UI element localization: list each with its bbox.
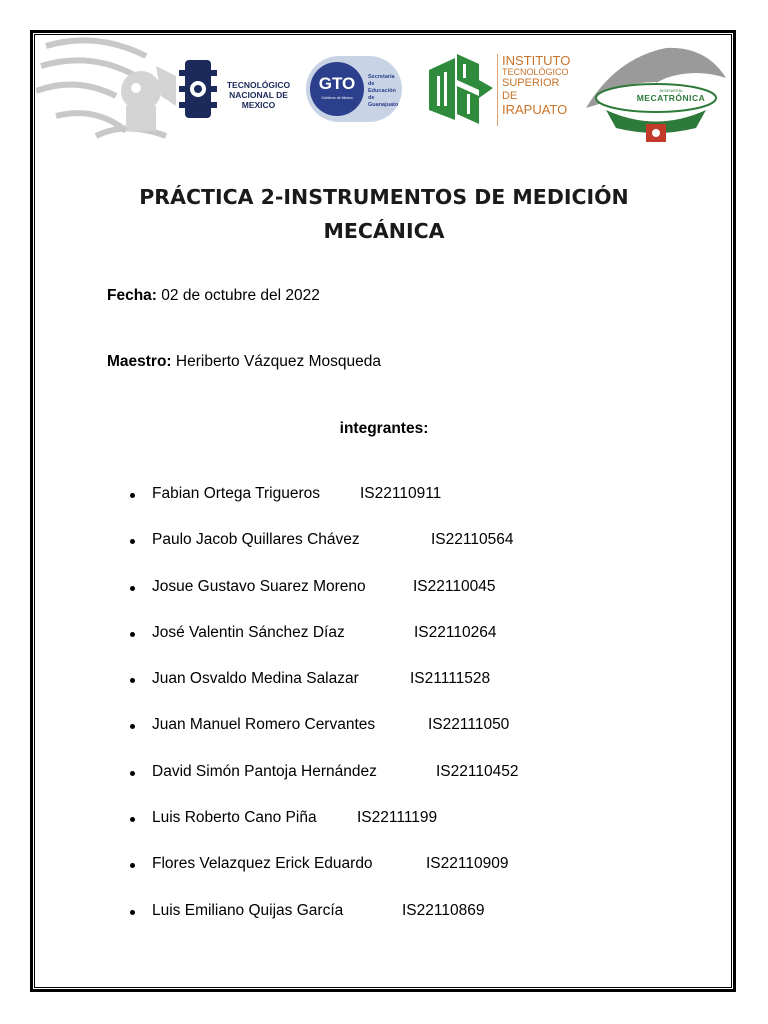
fecha-value: 02 de octubre del 2022 bbox=[156, 287, 320, 304]
gto-logo bbox=[306, 56, 402, 122]
itesi-line2: TECNOLÓGICO bbox=[502, 67, 569, 77]
aztec-decoration-logo bbox=[36, 36, 176, 144]
fecha-label: Fecha: bbox=[107, 287, 157, 304]
member-name: José Valentin Sánchez Díaz bbox=[152, 624, 345, 641]
document-title bbox=[100, 180, 668, 248]
member-id: IS22110045 bbox=[413, 578, 496, 595]
gto-line3: de Guanajuato bbox=[368, 95, 399, 108]
bullet-icon bbox=[130, 493, 135, 498]
bullet-icon bbox=[130, 678, 135, 683]
title-line-1: PRÁCTICA 2-INSTRUMENTOS DE MEDICIÓN bbox=[139, 185, 629, 209]
bullet-icon bbox=[130, 586, 135, 591]
itesi-mark-icon bbox=[429, 50, 493, 128]
bullet-icon bbox=[130, 724, 135, 729]
member-id: IS22110264 bbox=[414, 624, 497, 641]
member-name: David Simón Pantoja Hernández bbox=[152, 763, 377, 780]
member-name: Luis Emiliano Quijas García bbox=[152, 902, 344, 919]
gto-line2: de Educación bbox=[368, 81, 396, 94]
itesi-line1: INSTITUTO bbox=[502, 53, 571, 68]
tecnm-logo-text bbox=[221, 80, 296, 110]
member-id: IS22110911 bbox=[360, 485, 442, 502]
gto-sub: Gobierno de México bbox=[321, 96, 353, 100]
gto-line1: Secretaría bbox=[368, 74, 395, 80]
gto-badge: GTO bbox=[318, 74, 356, 93]
logo-strip bbox=[36, 36, 730, 146]
maestro-value: Heriberto Vázquez Mosqueda bbox=[171, 353, 381, 370]
itesi-logo-text bbox=[497, 54, 572, 126]
page-border-inner bbox=[34, 34, 732, 988]
member-name: Flores Velazquez Erick Eduardo bbox=[152, 855, 373, 872]
member-id: IS21111528 bbox=[410, 670, 491, 687]
bullet-icon bbox=[130, 910, 135, 915]
member-id: IS22110869 bbox=[402, 902, 485, 919]
tecnm-gear-icon bbox=[179, 56, 219, 122]
member-name: Josue Gustavo Suarez Moreno bbox=[152, 578, 366, 595]
mecatronica-line1: INGENIERÍA bbox=[659, 88, 683, 93]
bullet-icon bbox=[130, 863, 135, 868]
tecnm-line2: NACIONAL DE MEXICO bbox=[229, 90, 288, 110]
bullet-icon bbox=[130, 632, 135, 637]
title-line-2: MECÁNICA bbox=[323, 219, 445, 243]
member-id: IS22110564 bbox=[431, 531, 514, 548]
bullet-icon bbox=[130, 771, 135, 776]
maestro-label: Maestro: bbox=[107, 353, 172, 370]
bullet-icon bbox=[130, 817, 135, 822]
mecatronica-line2: MECATRÓNICA bbox=[636, 93, 706, 103]
member-id: IS22111199 bbox=[357, 809, 438, 826]
integrantes-heading: integrantes: bbox=[339, 420, 429, 437]
itesi-line3: SUPERIOR DE bbox=[502, 77, 560, 102]
tecnm-line1: TECNOLÓGICO bbox=[226, 80, 291, 90]
member-name: Juan Manuel Romero Cervantes bbox=[152, 716, 376, 733]
member-id: IS22110909 bbox=[426, 855, 509, 872]
fecha-field bbox=[107, 287, 320, 305]
member-id: IS22111050 bbox=[428, 716, 510, 733]
member-name: Juan Osvaldo Medina Salazar bbox=[152, 670, 359, 687]
itesi-line4: IRAPUATO bbox=[502, 102, 568, 117]
member-name: Paulo Jacob Quillares Chávez bbox=[152, 531, 360, 548]
member-id: IS22110452 bbox=[436, 763, 519, 780]
bullet-icon bbox=[130, 539, 135, 544]
maestro-field bbox=[107, 353, 381, 371]
mecatronica-logo-text bbox=[616, 88, 726, 103]
member-name: Luis Roberto Cano Piña bbox=[152, 809, 317, 826]
member-name: Fabian Ortega Trigueros bbox=[152, 485, 321, 502]
